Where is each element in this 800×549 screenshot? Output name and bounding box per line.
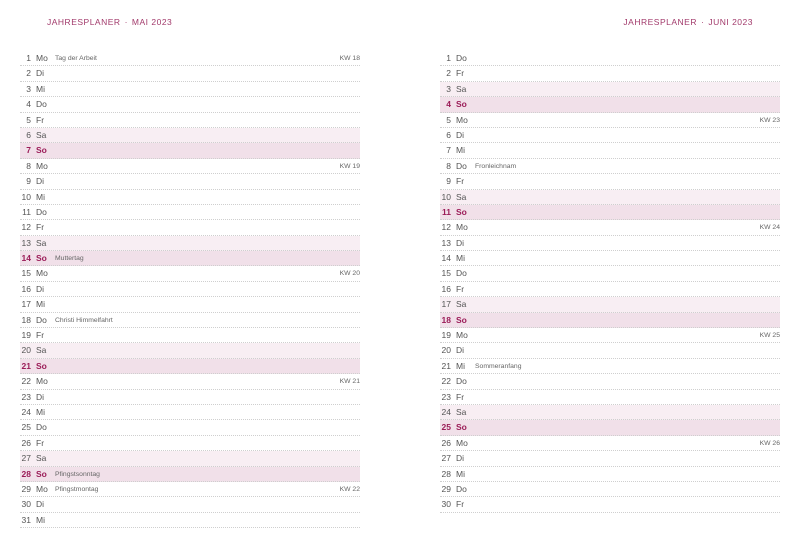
day-number: 29 bbox=[441, 483, 451, 494]
month-title: MAI 2023 bbox=[131, 17, 173, 27]
day-row[interactable] bbox=[20, 51, 360, 66]
day-row[interactable] bbox=[20, 113, 360, 128]
day-number: 5 bbox=[26, 114, 31, 125]
weekday: Do bbox=[456, 268, 467, 279]
day-number: 21 bbox=[21, 360, 31, 371]
weekday: Mi bbox=[456, 253, 465, 264]
day-row[interactable] bbox=[440, 497, 780, 512]
day-row[interactable] bbox=[20, 159, 360, 174]
day-number: 17 bbox=[441, 299, 451, 310]
holiday-note: Fronleichnam bbox=[475, 162, 517, 170]
day-row[interactable] bbox=[20, 451, 360, 466]
weekday: Mi bbox=[456, 145, 465, 156]
day-row[interactable] bbox=[440, 359, 780, 374]
day-number: 6 bbox=[26, 129, 31, 140]
day-number: 30 bbox=[441, 499, 451, 510]
day-row[interactable] bbox=[20, 513, 360, 528]
day-row[interactable] bbox=[440, 313, 780, 328]
day-number: 12 bbox=[441, 222, 451, 233]
day-row[interactable] bbox=[20, 128, 360, 143]
weekday: So bbox=[456, 206, 467, 217]
weekday: Mi bbox=[36, 514, 45, 525]
day-row[interactable] bbox=[20, 66, 360, 81]
planner-title: JAHRESPLANER bbox=[47, 17, 121, 27]
holiday-note: Christi Himmelfahrt bbox=[55, 316, 113, 324]
calendar-week: KW 25 bbox=[759, 332, 780, 340]
day-number: 5 bbox=[446, 114, 451, 125]
day-list bbox=[20, 51, 360, 528]
day-row[interactable] bbox=[440, 467, 780, 482]
weekday: Mo bbox=[456, 330, 468, 341]
weekday: Fr bbox=[36, 437, 45, 448]
day-number: 10 bbox=[441, 191, 451, 202]
day-number: 22 bbox=[441, 376, 451, 387]
day-number: 11 bbox=[442, 206, 451, 217]
calendar-week: KW 19 bbox=[339, 162, 360, 170]
day-row[interactable] bbox=[20, 420, 360, 435]
day-number: 20 bbox=[441, 345, 451, 356]
day-row[interactable] bbox=[440, 297, 780, 312]
weekday: Mo bbox=[36, 53, 48, 63]
weekday: Fr bbox=[36, 222, 45, 233]
weekday: Mi bbox=[36, 299, 45, 310]
day-row[interactable] bbox=[440, 343, 780, 358]
day-row[interactable] bbox=[20, 282, 360, 297]
day-number: 26 bbox=[441, 437, 451, 448]
day-number: 29 bbox=[21, 483, 31, 494]
day-row[interactable] bbox=[440, 374, 780, 389]
day-number: 17 bbox=[21, 299, 31, 310]
day-number: 3 bbox=[446, 83, 451, 94]
holiday-note: Pfingstmontag bbox=[55, 485, 99, 493]
weekday: Do bbox=[36, 422, 47, 433]
weekday: Sa bbox=[36, 345, 47, 356]
day-row[interactable] bbox=[440, 236, 780, 251]
weekday: So bbox=[456, 99, 467, 110]
calendar-week: KW 20 bbox=[339, 270, 360, 278]
weekday: Sa bbox=[456, 406, 467, 417]
day-row[interactable] bbox=[20, 190, 360, 205]
calendar-week: KW 21 bbox=[339, 378, 360, 386]
weekday: Sa bbox=[456, 191, 467, 202]
day-number: 26 bbox=[21, 437, 31, 448]
day-number: 4 bbox=[26, 99, 31, 110]
day-row[interactable] bbox=[440, 190, 780, 205]
page-june bbox=[400, 0, 800, 549]
day-number: 14 bbox=[441, 253, 451, 264]
day-row[interactable] bbox=[20, 174, 360, 189]
weekday: So bbox=[36, 145, 47, 156]
weekday: So bbox=[456, 422, 467, 433]
day-number: 24 bbox=[21, 406, 31, 417]
weekday: Sa bbox=[36, 237, 47, 248]
weekday: So bbox=[36, 253, 47, 264]
weekday: Do bbox=[456, 376, 467, 387]
weekday: So bbox=[36, 360, 47, 371]
day-row[interactable] bbox=[440, 328, 780, 343]
day-row[interactable] bbox=[20, 405, 360, 420]
weekday: Mo bbox=[456, 437, 468, 448]
day-row[interactable] bbox=[440, 205, 780, 220]
weekday: Do bbox=[456, 483, 467, 494]
day-number: 16 bbox=[21, 283, 31, 294]
day-number: 21 bbox=[441, 360, 451, 371]
day-number: 31 bbox=[21, 514, 31, 525]
weekday: Mi bbox=[36, 191, 45, 202]
day-row[interactable] bbox=[440, 266, 780, 281]
day-row[interactable] bbox=[20, 251, 360, 266]
day-row[interactable] bbox=[440, 220, 780, 235]
day-number: 14 bbox=[21, 253, 31, 264]
weekday: Di bbox=[36, 391, 45, 402]
day-number: 9 bbox=[26, 176, 31, 187]
day-number: 20 bbox=[21, 345, 31, 356]
day-number: 6 bbox=[446, 129, 451, 140]
weekday: Do bbox=[36, 206, 47, 217]
day-number: 2 bbox=[446, 68, 451, 79]
day-row[interactable] bbox=[440, 451, 780, 466]
day-number: 25 bbox=[21, 422, 31, 433]
day-row[interactable] bbox=[20, 82, 360, 97]
weekday: Di bbox=[456, 237, 465, 248]
day-number: 13 bbox=[21, 237, 31, 248]
day-number: 2 bbox=[26, 68, 31, 79]
day-row[interactable] bbox=[440, 390, 780, 405]
weekday: Do bbox=[36, 314, 47, 325]
day-row[interactable] bbox=[20, 143, 360, 158]
day-row[interactable] bbox=[20, 266, 360, 281]
day-row[interactable] bbox=[440, 66, 780, 81]
weekday: Fr bbox=[456, 283, 465, 294]
day-row[interactable] bbox=[20, 328, 360, 343]
weekday: Di bbox=[36, 499, 45, 510]
day-number: 1 bbox=[446, 53, 451, 63]
calendar-week: KW 24 bbox=[759, 224, 780, 232]
day-number: 18 bbox=[441, 314, 451, 325]
weekday: Do bbox=[456, 160, 467, 171]
calendar-week: KW 22 bbox=[339, 485, 360, 493]
weekday: Fr bbox=[456, 499, 465, 510]
day-row[interactable] bbox=[20, 205, 360, 220]
day-number: 24 bbox=[441, 406, 451, 417]
day-row[interactable] bbox=[20, 467, 360, 482]
day-row[interactable] bbox=[440, 51, 780, 66]
day-row[interactable] bbox=[20, 97, 360, 112]
day-row[interactable] bbox=[20, 436, 360, 451]
weekday: Mo bbox=[36, 376, 48, 387]
weekday: Mi bbox=[36, 406, 45, 417]
day-number: 10 bbox=[21, 191, 31, 202]
weekday: Mo bbox=[36, 160, 48, 171]
page-header bbox=[47, 17, 172, 27]
day-number: 25 bbox=[441, 422, 451, 433]
holiday-note: Pfingstsonntag bbox=[55, 470, 100, 478]
day-number: 15 bbox=[21, 268, 31, 279]
day-row[interactable] bbox=[440, 420, 780, 435]
weekday: Sa bbox=[36, 453, 47, 464]
weekday: Di bbox=[36, 283, 45, 294]
weekday: Fr bbox=[456, 68, 465, 79]
weekday: Di bbox=[456, 453, 465, 464]
day-row[interactable] bbox=[20, 343, 360, 358]
weekday: Fr bbox=[456, 176, 465, 187]
day-number: 28 bbox=[21, 468, 31, 479]
day-row[interactable] bbox=[440, 128, 780, 143]
day-number: 3 bbox=[26, 83, 31, 94]
day-number: 19 bbox=[441, 330, 451, 341]
day-list bbox=[440, 51, 780, 513]
day-row[interactable] bbox=[440, 482, 780, 497]
day-row[interactable] bbox=[440, 282, 780, 297]
day-number: 12 bbox=[21, 222, 31, 233]
weekday: Mi bbox=[456, 360, 465, 371]
day-number: 13 bbox=[441, 237, 451, 248]
day-number: 28 bbox=[441, 468, 451, 479]
weekday: Di bbox=[36, 68, 45, 79]
day-number: 23 bbox=[441, 391, 451, 402]
weekday: Sa bbox=[36, 129, 47, 140]
day-row[interactable] bbox=[20, 220, 360, 235]
weekday: Mo bbox=[456, 114, 468, 125]
weekday: So bbox=[36, 468, 47, 479]
day-number: 30 bbox=[21, 499, 31, 510]
header-separator: · bbox=[700, 17, 705, 27]
day-row[interactable] bbox=[20, 359, 360, 374]
day-number: 19 bbox=[21, 330, 31, 341]
day-row[interactable] bbox=[20, 297, 360, 312]
day-number: 18 bbox=[21, 314, 31, 325]
day-number: 23 bbox=[21, 391, 31, 402]
day-row[interactable] bbox=[440, 436, 780, 451]
weekday: Sa bbox=[456, 299, 467, 310]
day-number: 15 bbox=[441, 268, 451, 279]
holiday-note: Muttertag bbox=[55, 255, 84, 263]
day-row[interactable] bbox=[20, 374, 360, 389]
holiday-note: Tag der Arbeit bbox=[55, 55, 97, 62]
weekday: Mo bbox=[36, 268, 48, 279]
weekday: Do bbox=[36, 99, 47, 110]
weekday: Mi bbox=[36, 83, 45, 94]
day-number: 8 bbox=[26, 160, 31, 171]
weekday: Mo bbox=[36, 483, 48, 494]
day-number: 27 bbox=[441, 453, 451, 464]
day-row[interactable] bbox=[20, 390, 360, 405]
day-number: 7 bbox=[446, 145, 451, 156]
weekday: Fr bbox=[36, 330, 45, 341]
day-row[interactable] bbox=[440, 174, 780, 189]
day-row[interactable] bbox=[20, 313, 360, 328]
calendar-week: KW 26 bbox=[759, 439, 780, 447]
day-number: 7 bbox=[26, 145, 31, 156]
day-number: 27 bbox=[21, 453, 31, 464]
weekday: Sa bbox=[456, 83, 467, 94]
day-row[interactable] bbox=[440, 143, 780, 158]
weekday: Fr bbox=[36, 114, 45, 125]
day-row[interactable] bbox=[440, 405, 780, 420]
calendar-week: KW 18 bbox=[339, 55, 360, 62]
day-row[interactable] bbox=[440, 159, 780, 174]
month-title: JUNI 2023 bbox=[708, 17, 753, 27]
weekday: Mo bbox=[456, 222, 468, 233]
weekday: Fr bbox=[456, 391, 465, 402]
day-number: 9 bbox=[446, 176, 451, 187]
day-row[interactable] bbox=[440, 113, 780, 128]
weekday: Di bbox=[36, 176, 45, 187]
day-row[interactable] bbox=[440, 82, 780, 97]
planner-title: JAHRESPLANER bbox=[623, 17, 697, 27]
page-header bbox=[623, 17, 753, 27]
day-row[interactable] bbox=[440, 97, 780, 112]
day-number: 4 bbox=[446, 99, 451, 110]
day-number: 22 bbox=[21, 376, 31, 387]
weekday: Di bbox=[456, 345, 465, 356]
weekday: So bbox=[456, 314, 467, 325]
day-number: 1 bbox=[26, 53, 31, 63]
day-number: 16 bbox=[441, 283, 451, 294]
day-number: 11 bbox=[22, 206, 31, 217]
weekday: Di bbox=[456, 129, 465, 140]
day-row[interactable] bbox=[20, 482, 360, 497]
weekday: Do bbox=[456, 53, 467, 63]
day-number: 8 bbox=[446, 160, 451, 171]
day-row[interactable] bbox=[20, 236, 360, 251]
calendar-week: KW 23 bbox=[759, 116, 780, 124]
day-row[interactable] bbox=[20, 497, 360, 512]
holiday-note: Sommeranfang bbox=[475, 362, 522, 370]
day-row[interactable] bbox=[440, 251, 780, 266]
header-separator: · bbox=[124, 17, 128, 27]
weekday: Mi bbox=[456, 468, 465, 479]
